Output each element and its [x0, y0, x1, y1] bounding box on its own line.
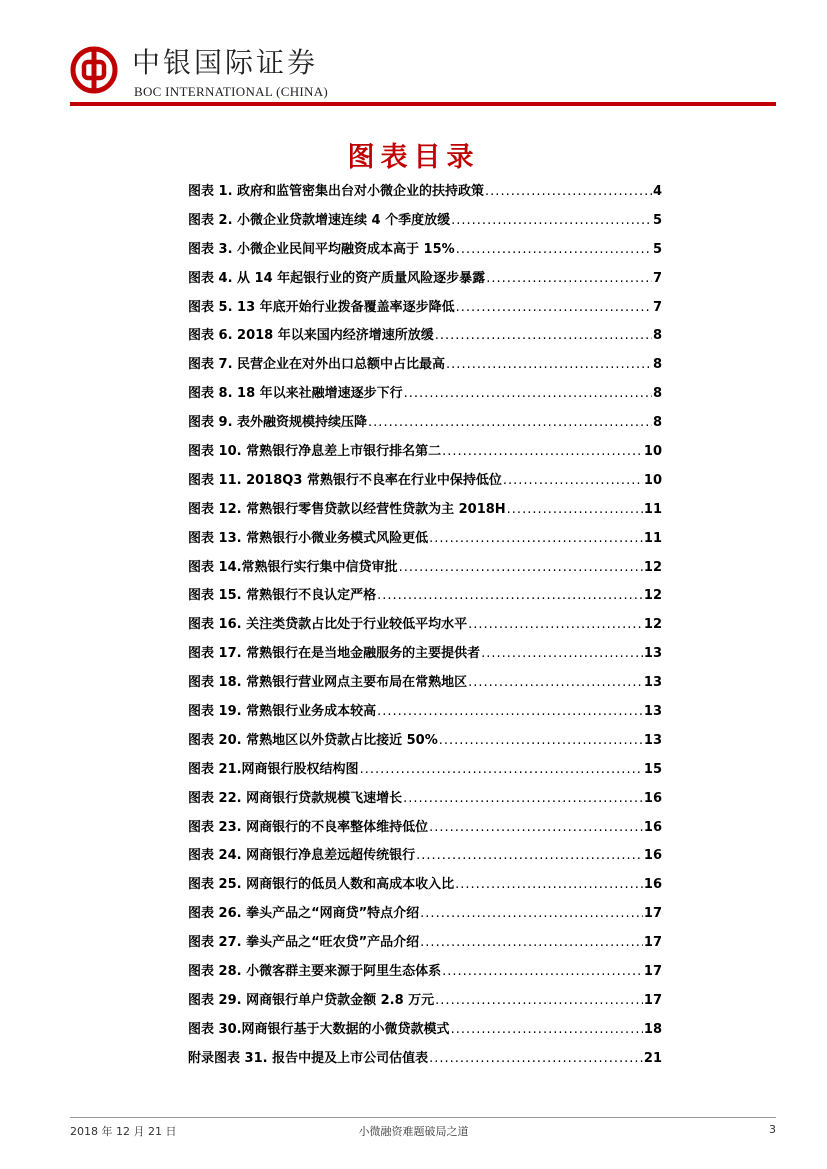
toc-entry-label[interactable]: 图表 18. 常熟银行营业网点主要布局在常熟地区 — [188, 675, 468, 691]
toc-entry[interactable] — [188, 382, 662, 411]
toc-entry[interactable] — [188, 440, 662, 469]
toc-dot-leader — [456, 300, 652, 315]
toc-entry-page[interactable]: 12 — [643, 617, 662, 633]
toc-entry[interactable] — [188, 296, 662, 325]
toc-entry-label[interactable]: 图表 7. 民营企业在对外出口总额中占比最高 — [188, 357, 446, 373]
toc-dot-leader — [420, 935, 643, 950]
toc-entry-page[interactable]: 8 — [652, 328, 662, 344]
page-title: 图表目录 — [347, 142, 480, 173]
toc-entry-label[interactable]: 图表 25. 网商银行的低员人数和高成本收入比 — [188, 877, 455, 893]
footer-divider — [70, 1117, 776, 1118]
toc-dot-leader — [429, 531, 643, 546]
toc-entry-page[interactable]: 17 — [643, 935, 662, 951]
toc-entry[interactable] — [188, 324, 662, 353]
toc-entry-label[interactable]: 图表 11. 2018Q3 常熟银行不良率在行业中保持低位 — [188, 472, 502, 488]
toc-entry-label[interactable]: 图表 29. 网商银行单户贷款金额 2.8 万元 — [188, 992, 435, 1008]
toc-entry[interactable] — [188, 584, 662, 613]
toc-dot-leader — [451, 213, 652, 228]
toc-dot-leader — [377, 704, 643, 719]
toc-entry[interactable] — [188, 556, 662, 585]
toc-entry-page[interactable]: 13 — [643, 732, 662, 748]
toc-entry-label[interactable]: 图表 16. 关注类贷款占比处于行业较低平均水平 — [188, 617, 468, 633]
toc-entry[interactable] — [188, 267, 662, 296]
toc-entry-page[interactable]: 16 — [643, 848, 662, 864]
toc-dot-leader — [486, 271, 652, 286]
toc-entry-label[interactable]: 图表 27. 拳头产品之“旺农贷”产品介绍 — [188, 935, 420, 951]
header-divider — [70, 102, 776, 106]
toc-entry-label[interactable]: 图表 4. 从 14 年起银行业的资产质量风险逐步暴露 — [188, 270, 486, 286]
toc-dot-leader — [481, 646, 643, 661]
table-of-figures — [188, 180, 662, 1076]
toc-entry-label[interactable]: 图表 10. 常熟银行净息差上市银行排名第二 — [188, 444, 442, 460]
toc-entry-page[interactable]: 8 — [652, 386, 662, 402]
toc-entry-label[interactable]: 图表 19. 常熟银行业务成本较高 — [188, 704, 377, 720]
toc-entry-page[interactable]: 7 — [652, 270, 662, 286]
toc-entry-page[interactable]: 17 — [643, 964, 662, 980]
toc-entry-page[interactable]: 17 — [643, 992, 662, 1008]
toc-dot-leader — [403, 791, 643, 806]
toc-entry-page[interactable]: 13 — [643, 704, 662, 720]
toc-dot-leader — [435, 993, 643, 1008]
toc-entry-label[interactable]: 图表 3. 小微企业民间平均融资成本高于 15% — [188, 241, 455, 257]
toc-dot-leader — [439, 733, 643, 748]
toc-entry-page[interactable]: 16 — [643, 819, 662, 835]
toc-dot-leader — [416, 848, 643, 863]
toc-entry-label[interactable]: 图表 8. 18 年以来社融增速逐步下行 — [188, 386, 403, 402]
toc-entry-page[interactable]: 7 — [652, 299, 662, 315]
toc-entry-page[interactable]: 10 — [643, 444, 662, 460]
brand-name-cn: 中银国际证券 — [132, 46, 319, 79]
toc-entry-page[interactable]: 5 — [652, 212, 662, 228]
toc-entry-label[interactable]: 附录图表 31. 报告中提及上市公司估值表 — [188, 1050, 429, 1066]
toc-entry[interactable] — [188, 209, 662, 238]
toc-entry-page[interactable]: 12 — [643, 588, 662, 604]
toc-entry-label[interactable]: 图表 22. 网商银行贷款规模飞速增长 — [188, 790, 403, 806]
toc-dot-leader — [456, 242, 652, 257]
toc-entry[interactable] — [188, 729, 662, 758]
toc-dot-leader — [368, 415, 652, 430]
toc-dot-leader — [503, 473, 643, 488]
toc-entry-label[interactable]: 图表 28. 小微客群主要来源于阿里生态体系 — [188, 964, 442, 980]
toc-dot-leader — [435, 328, 652, 343]
toc-entry[interactable] — [188, 787, 662, 816]
toc-entry-page[interactable]: 8 — [652, 357, 662, 373]
toc-dot-leader — [420, 906, 643, 921]
toc-entry-page[interactable]: 12 — [643, 559, 662, 575]
toc-entry[interactable] — [188, 498, 662, 527]
toc-entry[interactable] — [188, 1018, 662, 1047]
toc-entry[interactable] — [188, 989, 662, 1018]
toc-dot-leader — [399, 560, 643, 575]
toc-entry-label[interactable]: 图表 13. 常熟银行小微业务模式风险更低 — [188, 530, 429, 546]
toc-dot-leader — [455, 877, 643, 892]
toc-entry[interactable] — [188, 671, 662, 700]
toc-entry[interactable] — [188, 816, 662, 845]
toc-dot-leader — [429, 1051, 643, 1066]
toc-entry-label[interactable]: 图表 2. 小微企业贷款增速连续 4 个季度放缓 — [188, 212, 451, 228]
toc-entry-page[interactable]: 18 — [643, 1021, 662, 1037]
footer-report-title: 小微融资难题破局之道 — [358, 1125, 469, 1138]
toc-entry-page[interactable]: 11 — [643, 530, 662, 546]
toc-entry[interactable] — [188, 527, 662, 556]
toc-entry-label[interactable]: 图表 12. 常熟银行零售贷款以经营性贷款为主 2018H — [188, 501, 506, 517]
toc-dot-leader — [451, 1022, 643, 1037]
toc-entry-page[interactable]: 8 — [652, 415, 662, 431]
toc-entry-page[interactable]: 10 — [643, 472, 662, 488]
toc-dot-leader — [507, 502, 643, 517]
toc-dot-leader — [377, 588, 643, 603]
page-header — [70, 40, 776, 106]
footer-page-number: 3 — [769, 1123, 776, 1136]
boc-logo-icon — [70, 46, 118, 94]
toc-entry-page[interactable]: 13 — [643, 646, 662, 662]
toc-entry[interactable] — [188, 613, 662, 642]
toc-entry[interactable] — [188, 180, 662, 209]
toc-entry-page[interactable]: 11 — [643, 501, 662, 517]
toc-entry[interactable] — [188, 411, 662, 440]
toc-entry-page[interactable]: 16 — [643, 790, 662, 806]
toc-entry-label[interactable]: 图表 20. 常熟地区以外贷款占比接近 50% — [188, 732, 438, 748]
toc-dot-leader — [468, 617, 643, 632]
toc-dot-leader — [442, 444, 643, 459]
toc-entry[interactable] — [188, 642, 662, 671]
toc-entry-page[interactable]: 4 — [652, 184, 662, 199]
toc-entry[interactable] — [188, 700, 662, 729]
toc-entry[interactable] — [188, 844, 662, 873]
toc-entry-label[interactable]: 图表 21.网商银行股权结构图 — [188, 761, 359, 777]
toc-entry[interactable] — [188, 238, 662, 267]
toc-entry-label[interactable]: 图表 5. 13 年底开始行业拨备覆盖率逐步降低 — [188, 299, 455, 315]
toc-entry-label[interactable]: 图表 24. 网商银行净息差远超传统银行 — [188, 848, 416, 864]
toc-entry-page[interactable]: 13 — [643, 675, 662, 691]
toc-entry-page[interactable]: 16 — [643, 877, 662, 893]
toc-dot-leader — [446, 357, 652, 372]
toc-entry-label[interactable]: 图表 26. 拳头产品之“网商贷”特点介绍 — [188, 906, 420, 922]
toc-entry-label[interactable]: 图表 15. 常熟银行不良认定严格 — [188, 588, 377, 604]
toc-dot-leader — [429, 820, 643, 835]
toc-dot-leader — [442, 964, 643, 979]
toc-entry-label[interactable]: 图表 17. 常熟银行在是当地金融服务的主要提供者 — [188, 646, 481, 662]
toc-entry[interactable] — [188, 902, 662, 931]
toc-entry-label[interactable]: 图表 6. 2018 年以来国内经济增速所放缓 — [188, 328, 434, 344]
toc-entry[interactable] — [188, 931, 662, 960]
toc-dot-leader — [360, 762, 643, 777]
brand-name-en: BOC INTERNATIONAL (CHINA) — [134, 84, 329, 99]
toc-entry[interactable] — [188, 353, 662, 382]
toc-dot-leader — [485, 184, 652, 199]
toc-dot-leader — [468, 675, 643, 690]
toc-entry-page[interactable]: 17 — [643, 906, 662, 922]
toc-entry-label[interactable]: 图表 14.常熟银行实行集中信贷审批 — [188, 559, 398, 575]
toc-entry-page[interactable]: 15 — [643, 761, 662, 777]
toc-entry-page[interactable]: 5 — [652, 241, 662, 257]
toc-entry-label[interactable]: 图表 1. 政府和监管密集出台对小微企业的扶持政策 — [188, 184, 485, 199]
toc-entry-label[interactable]: 图表 30.网商银行基于大数据的小微贷款模式 — [188, 1021, 450, 1037]
toc-entry-label[interactable]: 图表 23. 网商银行的不良率整体维持低位 — [188, 819, 429, 835]
toc-entry[interactable] — [188, 758, 662, 787]
footer-date: 2018 年 12 月 21 日 — [70, 1125, 177, 1138]
toc-entry-label[interactable]: 图表 9. 表外融资规模持续压降 — [188, 415, 368, 431]
toc-dot-leader — [404, 386, 652, 401]
toc-entry[interactable] — [188, 960, 662, 989]
toc-entry-page[interactable]: 21 — [643, 1050, 662, 1066]
toc-entry[interactable] — [188, 873, 662, 902]
toc-entry[interactable] — [188, 469, 662, 498]
toc-entry[interactable] — [188, 1047, 662, 1076]
